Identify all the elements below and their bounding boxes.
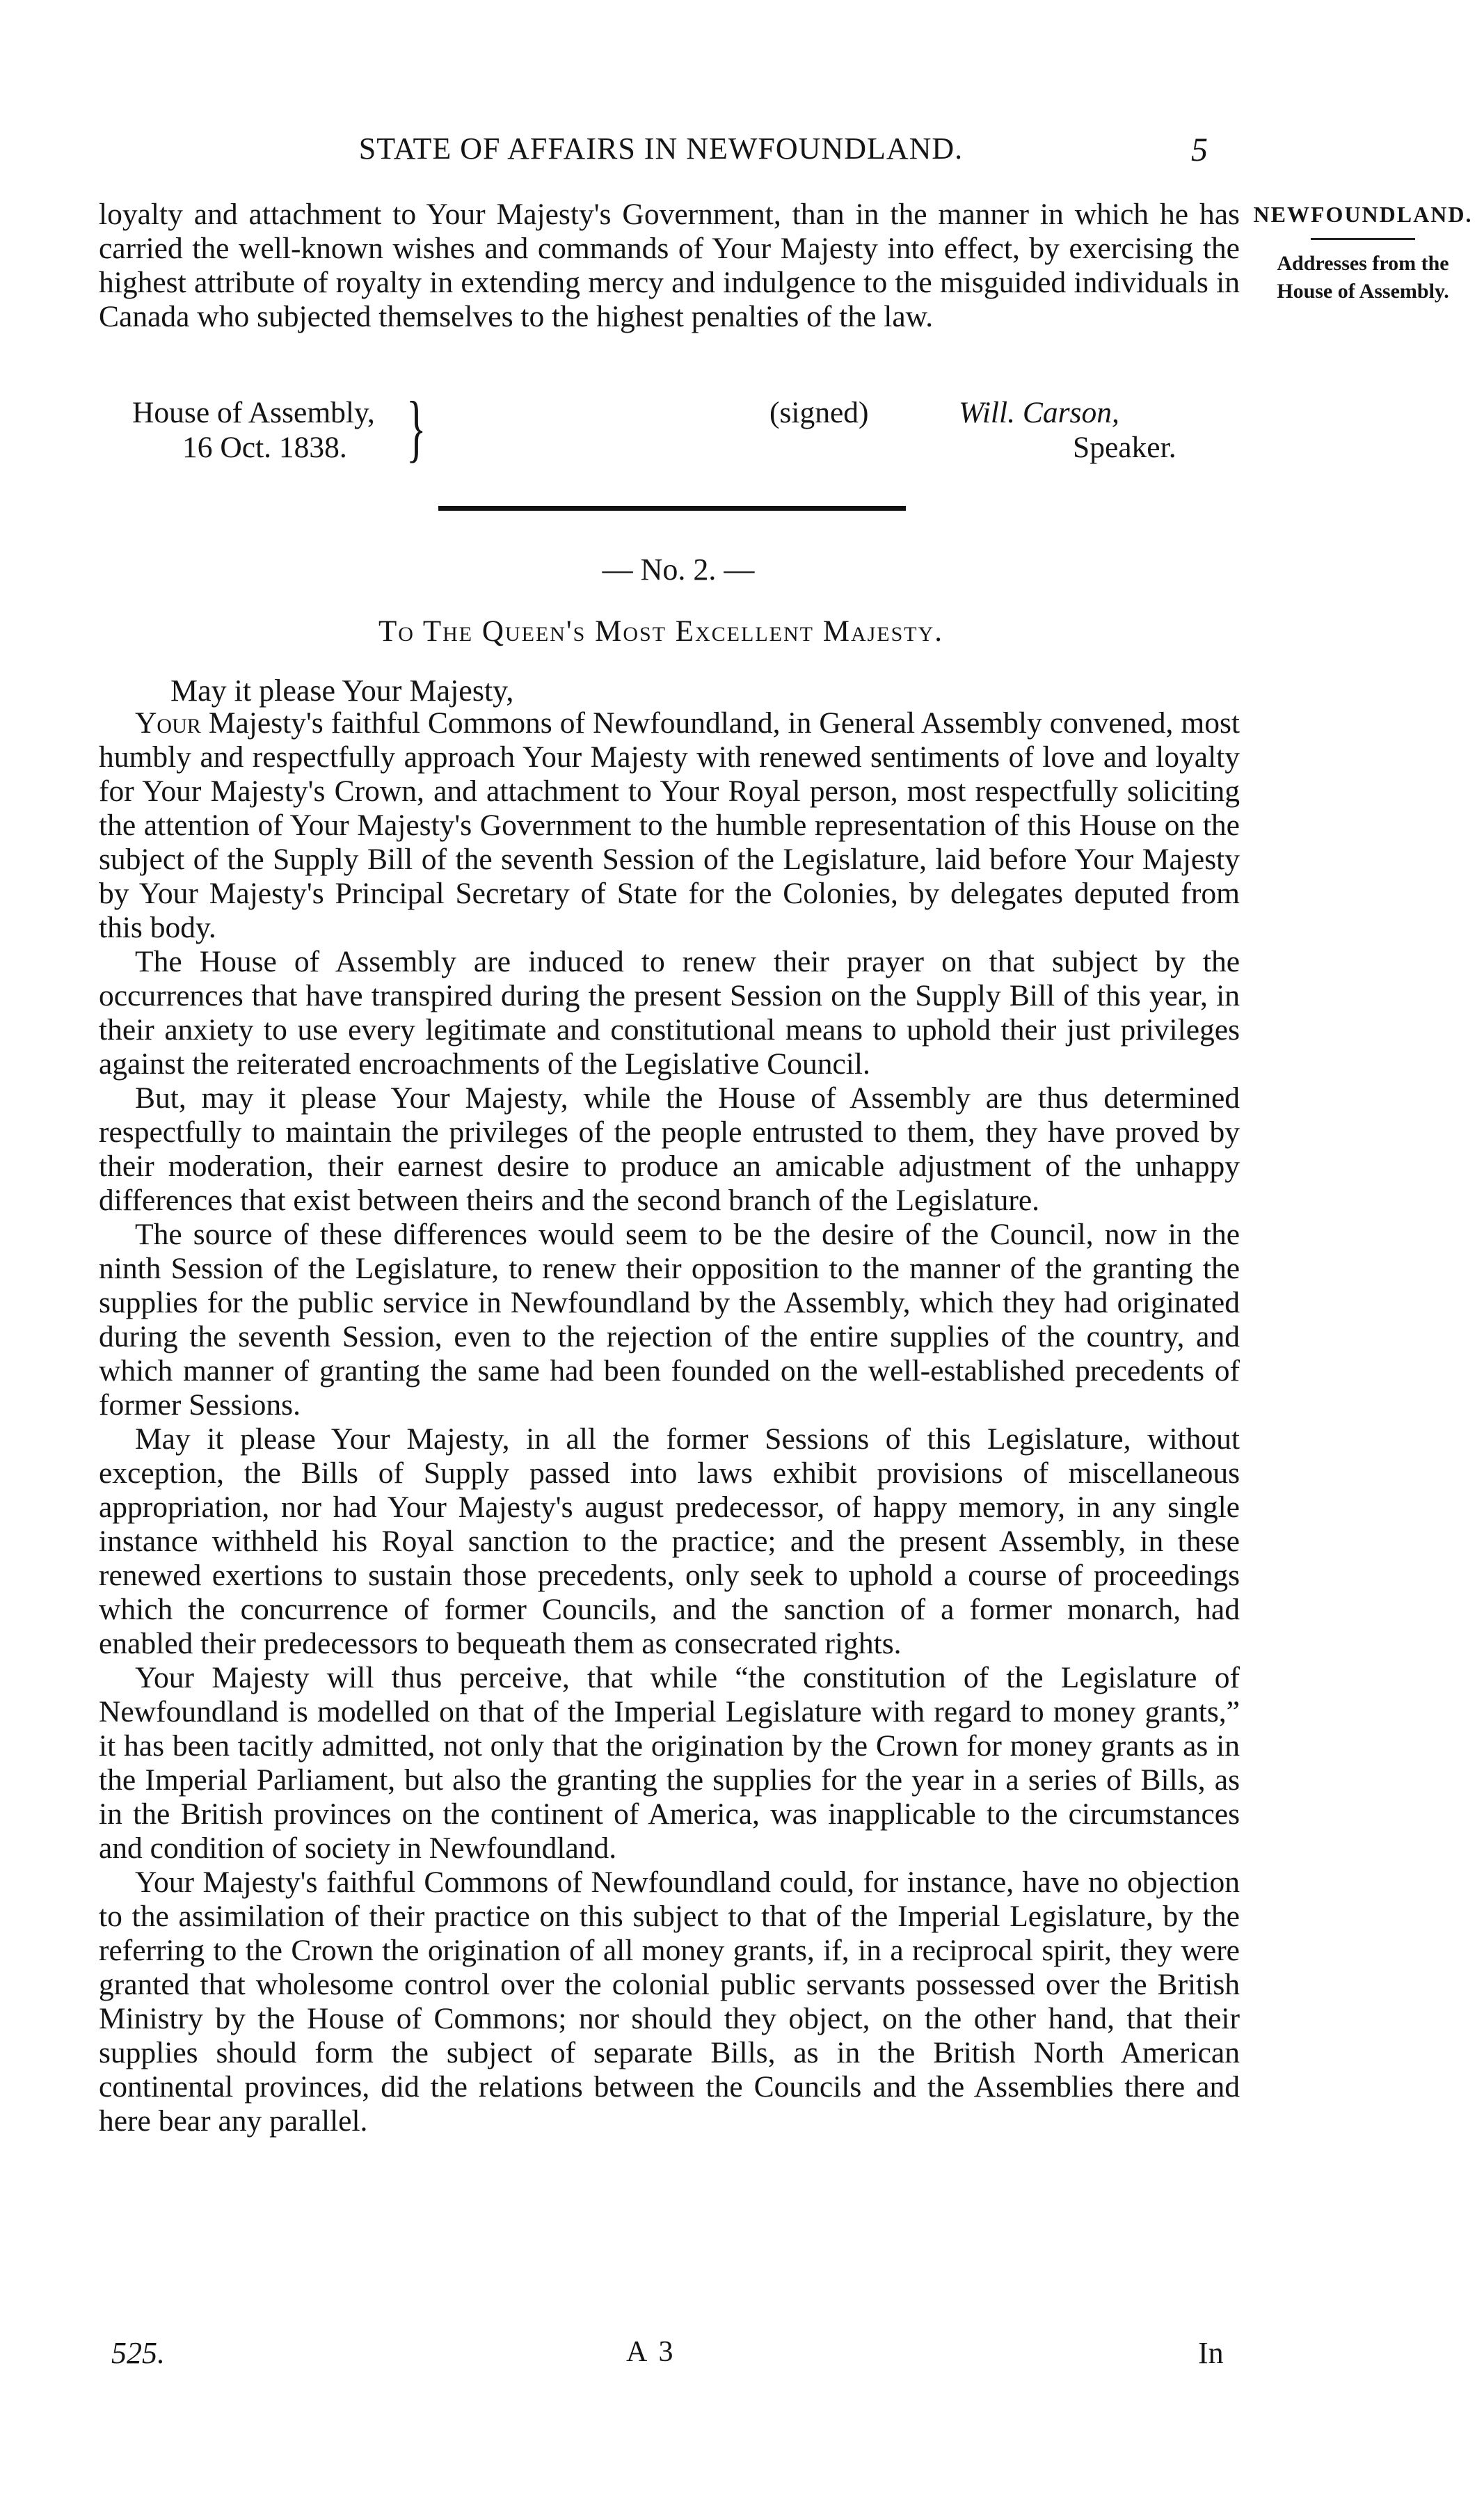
signature-place: House of Assembly, — [132, 396, 375, 429]
opening-word: Your — [135, 706, 201, 740]
section-divider — [438, 506, 906, 511]
body-paragraph: But, may it please Your Majesty, while the House of Assembly are thus determined respectfully to maintain the privileges of the people entrusted to them, they have proved by their moderation, their earnest desire to produce an amicable adjustment of the unhappy differences that exist between theirs and the second branch of the Legislature. — [99, 1081, 1240, 1217]
footer-catchword: In — [1198, 2336, 1224, 2370]
signature-signed-label: (signed) — [769, 396, 869, 429]
margin-note-caption-line-2: House of Assembly. — [1277, 280, 1449, 303]
page-number: 5 — [1191, 132, 1208, 168]
signature-date: 16 Oct. 1838. — [182, 431, 347, 464]
running-header: STATE OF AFFAIRS IN NEWFOUNDLAND. — [358, 132, 964, 166]
body-paragraph: May it please Your Majesty, in all the former Sessions of this Legislature, without exception, the Bills of Supply passed into laws exhibit provisions of miscellaneous appropriation, nor had Your Majesty's august predecessor, of happy memory, in any single instance withheld his Royal sanction to the practice; and the present Assembly, in these renewed exertions to sustain those precedents, only seek to uphold a course of proceedings which the concurrence of former Councils, and the sanction of a former monarch, had enabled their predecessors to bequeath them as consecrated rights. — [99, 1422, 1240, 1660]
address-body — [99, 706, 1240, 2138]
margin-note — [1248, 200, 1478, 305]
intro-paragraph: loyalty and attachment to Your Majesty's Government, than in the manner in which he has carried the well-known wishes and commands of Your Majesty into effect, by exercising the highest attribute of royalty in extending mercy and indulgence to the misguided individuals in Canada who subjected themselves to the highest penalties of the law. — [99, 198, 1240, 333]
signatory-name: Will. Carson, — [959, 396, 1119, 429]
body-paragraph-1-text: Majesty's faithful Commons of Newfoundland, in General Assembly convened, most humbly and respectfully approach Your Majesty with renewed sentiments of love and loyalty for Your Majesty's Crown, and attachment to Your Royal person, most respectfully soliciting the attention of Your Majesty's Government to the humble representation of this House on the subject of the Supply Bill of the seventh Session of the Legislature, laid before Your Majesty by Your Majesty's Principal Secretary of State for the Colonies, by delegates deputed from this body. — [99, 706, 1240, 944]
address-number: — No. 2. — — [602, 553, 755, 587]
signatory-title: Speaker. — [1073, 431, 1176, 464]
body-paragraph: Your Majesty will thus perceive, that while “the constitution of the Legislature of Newfoundland is modelled on that of the Imperial Legislature with regard to money grants,” it has been tacitly admitted, not only that the origination by the Crown for money grants as in the Imperial Parliament, but also the granting the supplies for the year in a series of Bills, as in the British provinces on the continent of America, was inapplicable to the circumstances and condition of society in Newfoundland. — [99, 1661, 1240, 1865]
signature-block — [0, 387, 1484, 479]
salutation: May it please Your Majesty, — [170, 674, 514, 708]
intro-text — [99, 198, 1240, 334]
address-title: To The Queen's Most Excellent Majesty. — [378, 615, 944, 648]
margin-note-rule — [1311, 238, 1415, 240]
body-paragraph: Your Majesty's faithful Commons of Newfoundland could, for instance, have no objection to the assimilation of their practice on this subject to that of the Imperial Legislature, by the referring to the Crown the origination of all money grants, if, in a reciprocal spirit, they were granted that wholesome control over the colonial public servants possessed over the British Ministry by the House of Commons; nor should they object, on the other hand, that their supplies should form the subject of separate Bills, as in the British North American continental provinces, did the relations between the Councils and the Assemblies there and here bear any parallel. — [99, 1866, 1240, 2138]
footer-signature-mark: A 3 — [626, 2336, 676, 2368]
body-paragraph-1 — [99, 706, 1240, 945]
signature-brace: } — [406, 387, 426, 470]
body-paragraph: The House of Assembly are induced to renew their prayer on that subject by the occurrences that have transpired during the present Session on the Supply Bill of this year, in their anxiety to use every legitimate and constitutional means to uphold their just privileges against the reiterated encroachments of the Legislative Council. — [99, 945, 1240, 1081]
footer-document-number: 525. — [111, 2336, 165, 2370]
margin-note-caption-line-1: Addresses from the — [1277, 252, 1449, 275]
margin-note-region: NEWFOUNDLAND. — [1253, 202, 1473, 227]
body-paragraph: The source of these differences would seem to be the desire of the Council, now in the ninth Session of the Legislature, to renew their opposition to the manner of the granting the supplies for the public service in Newfoundland by the Assembly, which they had originated during the seventh Session, even to the rejection of the entire supplies of the country, and which manner of granting the same had been founded on the well-established precedents of former Sessions. — [99, 1218, 1240, 1422]
